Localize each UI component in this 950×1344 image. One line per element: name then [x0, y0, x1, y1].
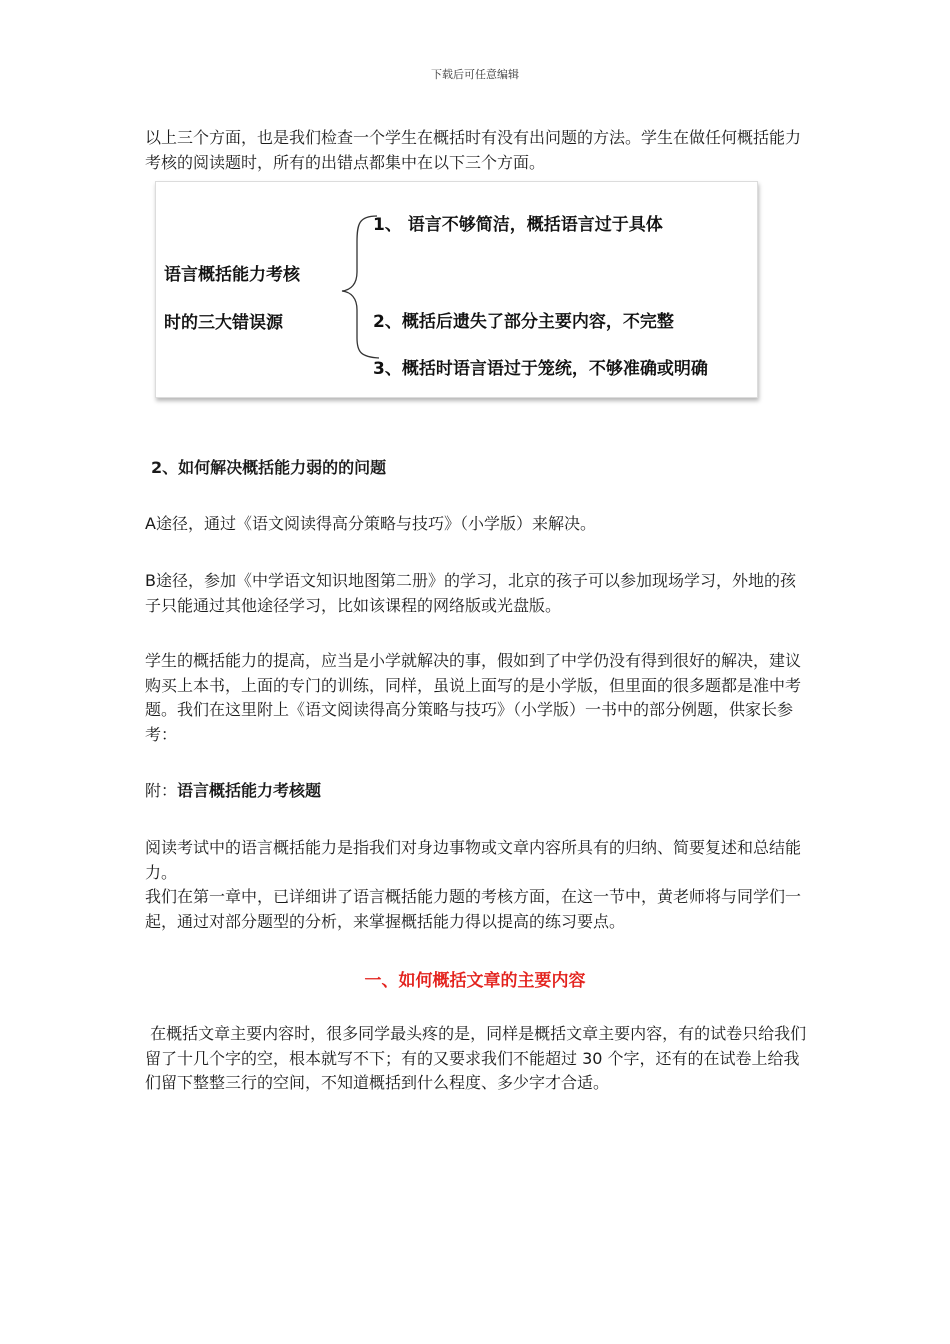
- appendix-prefix: 附：: [145, 781, 178, 800]
- appendix-paragraph-2: 我们在第一章中，已详细讲了语言概括能力题的考核方面，在这一节中，黄老师将与同学们一起，通过对部分题型的分析，来掌握概括能力得以提高的练习要点。: [145, 887, 802, 931]
- diagram-item-1: 1、 语言不够简洁，概括语言过于具体: [373, 215, 663, 235]
- path-b-paragraph: B途径，参加《中学语文知识地图第二册》的学习，北京的孩子可以参加现场学习，外地的孩子只能通过其他途径学习，比如该课程的网络版或光盘版。: [145, 571, 796, 615]
- intro-paragraph: 以上三个方面，也是我们检查一个学生在概括时有没有出问题的方法。学生在做任何概括能力考核的阅读题时，所有的出错点都集中在以下三个方面。: [145, 128, 802, 172]
- section-one-heading: 一、如何概括文章的主要内容: [364, 971, 586, 991]
- diagram-left-label-line1: 语言概括能力考核: [164, 265, 300, 285]
- diagram-item-2: 2、概括后遗失了部分主要内容，不完整: [373, 312, 674, 332]
- improvement-paragraph: 学生的概括能力的提高，应当是小学就解决的事，假如到了中学仍没有得到很好的解决，建议购买上本书，上面的专门的训练，同样，虽说上面写的是小学版，但里面的很多题都是准中考题。我们在这里附上《语文阅读得高分策略与技巧》（小学版）一书中的部分例题，供家长参考：: [145, 651, 802, 744]
- appendix-title: 语言概括能力考核题: [177, 781, 322, 800]
- section-one-paragraph: 在概括文章主要内容时，很多同学最头疼的是，同样是概括文章主要内容，有的试卷只给我们留了十几个字的空，根本就写不下；有的又要求我们不能超过 30 个字，还有的在试卷上给我们留下整整三行的空间，不知道概括到什么程度、多少字才合适。: [145, 1024, 807, 1092]
- section2-title: 2、如何解决概括能力弱的的问题: [151, 458, 387, 477]
- diagram-left-label-line2: 时的三大错误源: [164, 313, 283, 333]
- path-a-paragraph: A途径，通过《语文阅读得高分策略与技巧》（小学版）来解决。: [145, 514, 596, 533]
- appendix-paragraph-1: 阅读考试中的语言概括能力是指我们对身边事物或文章内容所具有的归纳、简要复述和总结能力。: [145, 838, 802, 882]
- appendix-line: [145, 779, 810, 804]
- diagram-item-3: 3、概括时语言语过于笼统，不够准确或明确: [373, 359, 708, 379]
- page-header: 下载后可任意编辑: [431, 68, 519, 81]
- error-sources-diagram: [155, 181, 758, 398]
